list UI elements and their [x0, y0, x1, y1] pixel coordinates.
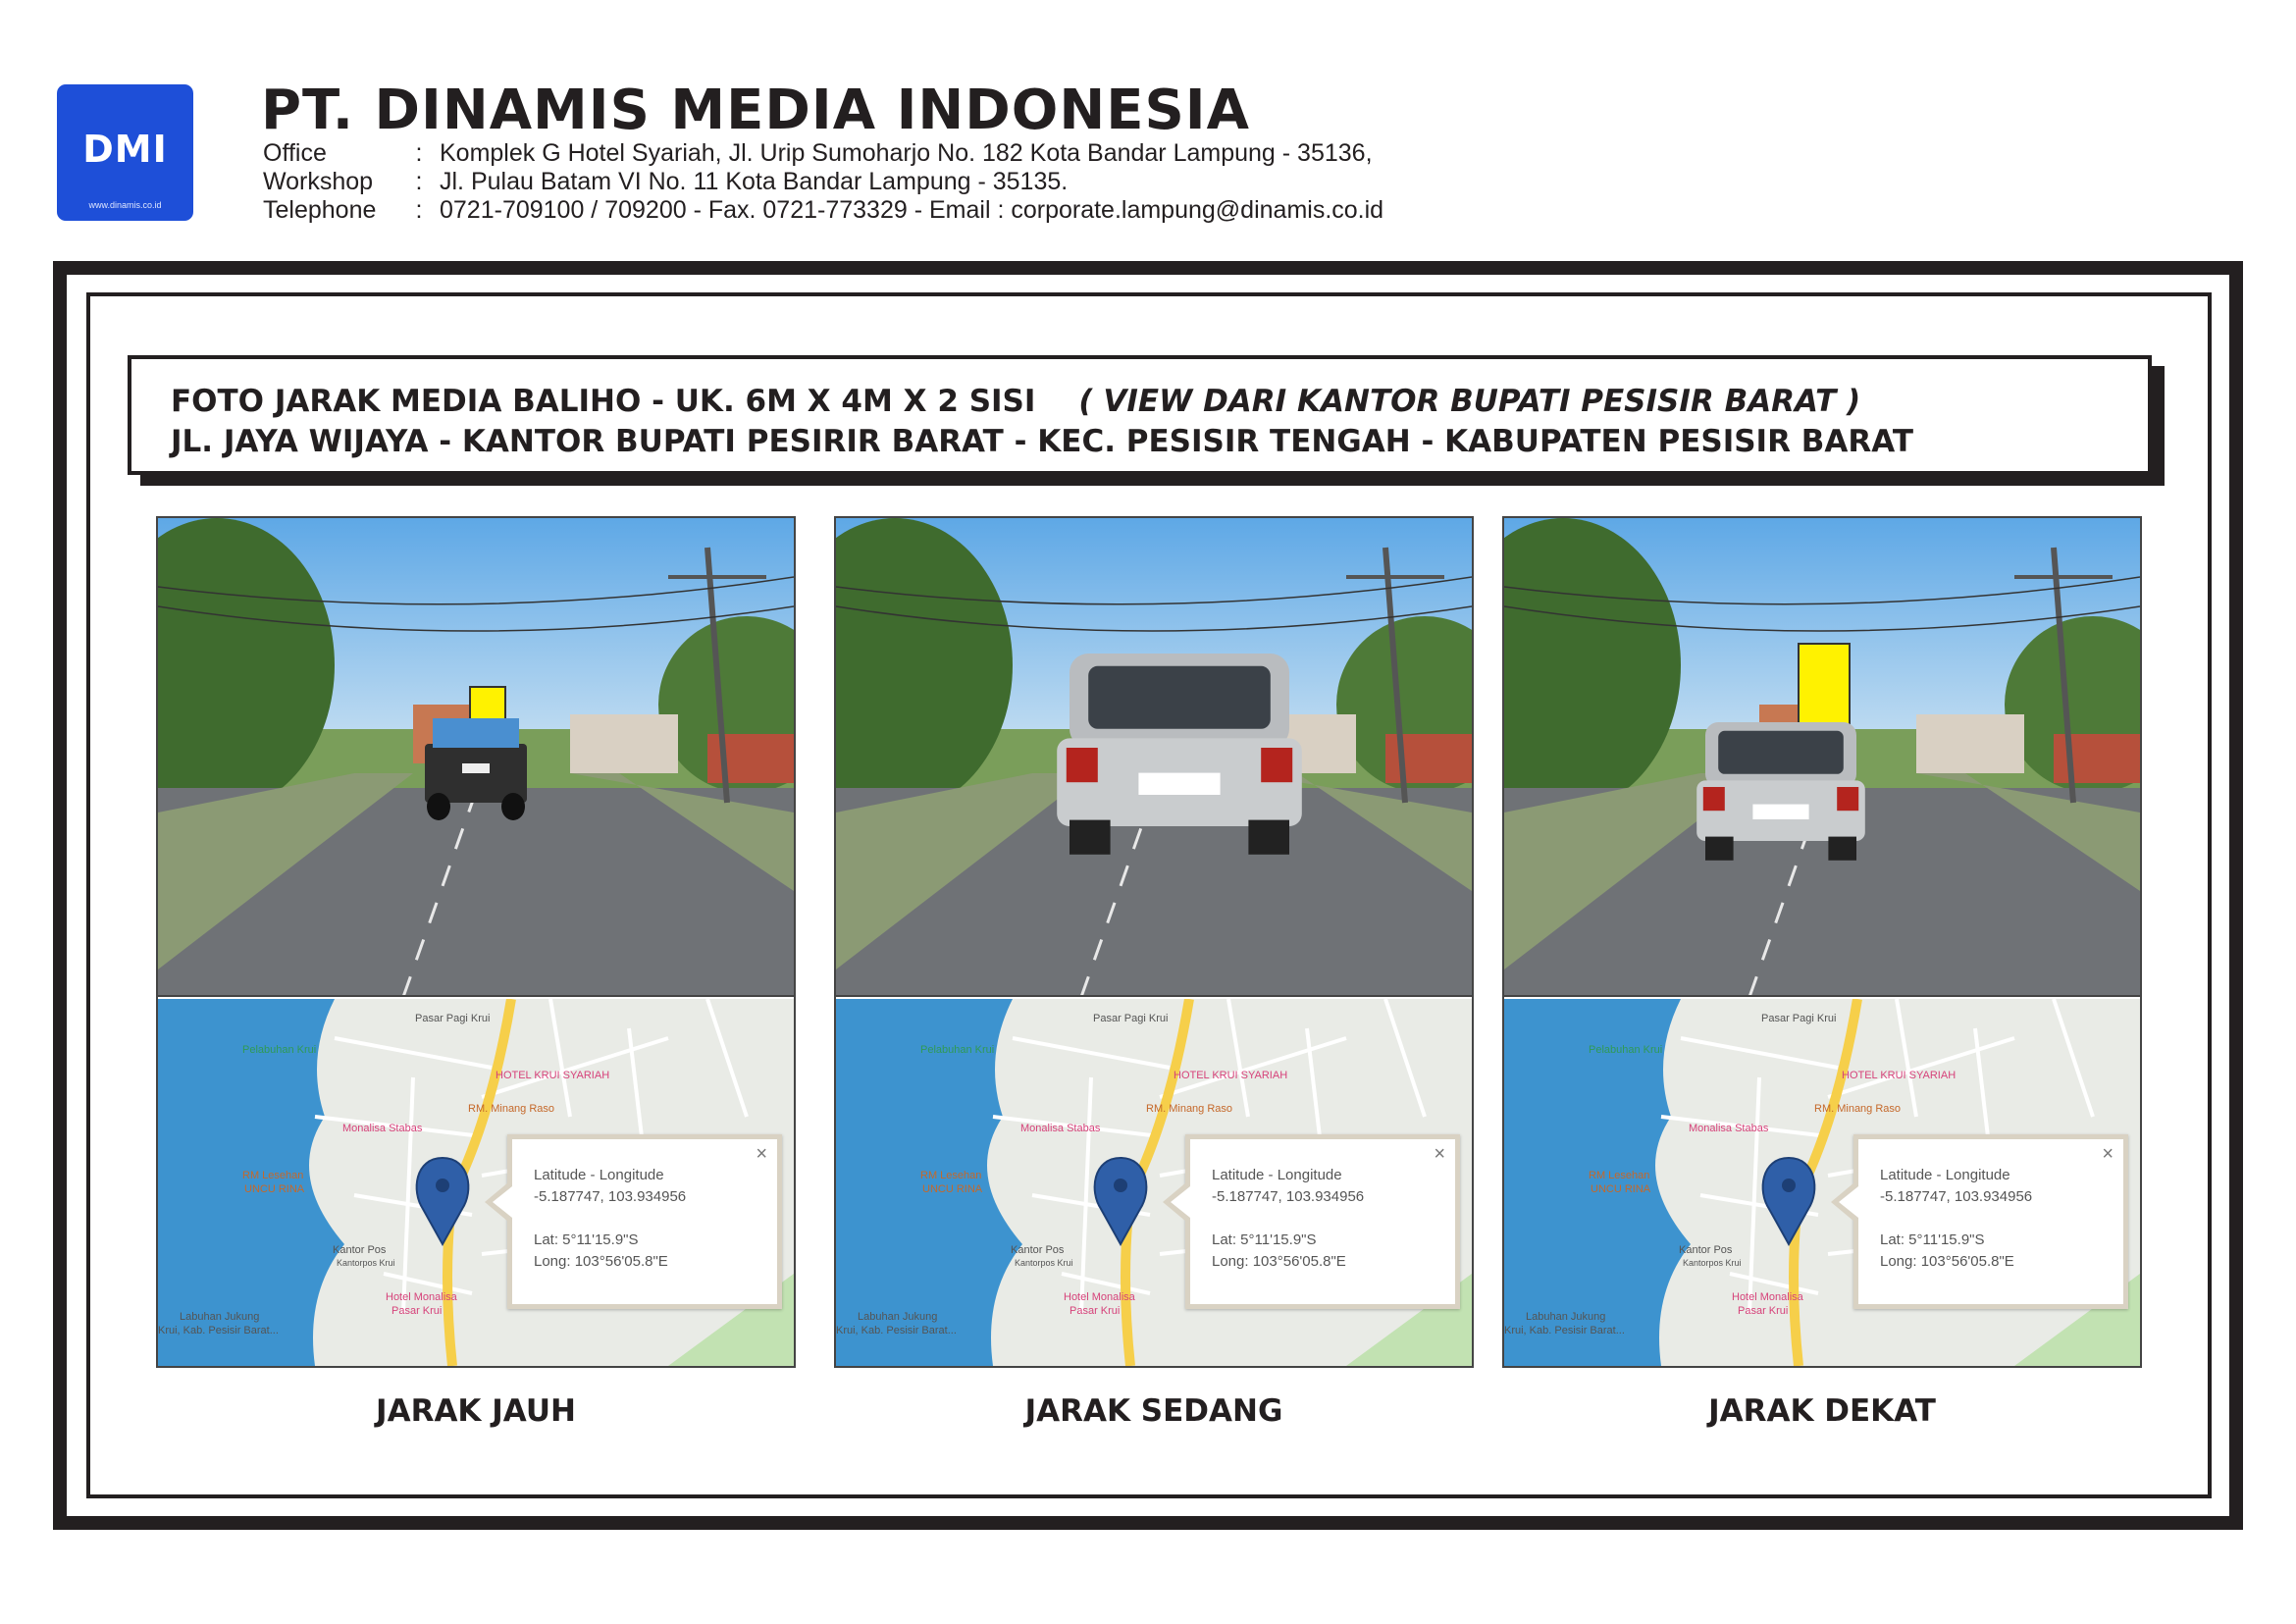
- title-line-2: JL. JAYA WIJAYA - KANTOR BUPATI PESIRIR BARAT - KEC. PESISIR TENGAH - KABUPATEN PESISIR BARAT: [171, 424, 1913, 459]
- poi-labuhan-1: Labuhan Jukung: [180, 1311, 260, 1323]
- location-callout: [507, 1134, 782, 1309]
- poi-lesehan-1: RM Lesehan: [920, 1170, 982, 1181]
- panel-jarak-dekat: [1502, 516, 2142, 1368]
- callout-long: Long: 103°56'05.8"E: [1880, 1253, 2014, 1270]
- poi-lesehan-2: UNCU RINA: [244, 1183, 305, 1195]
- callout-coords: -5.187747, 103.934956: [534, 1188, 687, 1205]
- logo-text: DMI: [82, 128, 168, 171]
- callout-text: [534, 1165, 686, 1273]
- poi-hotel-krui: HOTEL KRUI SYARIAH: [1174, 1070, 1288, 1081]
- poi-monalisa: Monalisa Stabas: [1020, 1123, 1101, 1134]
- info-colon: :: [415, 196, 423, 224]
- location-map: [836, 999, 1472, 1366]
- close-icon[interactable]: ×: [1434, 1143, 1445, 1165]
- poi-kantor-pos: Kantor Pos: [1679, 1244, 1733, 1256]
- callout-text: [1212, 1165, 1364, 1273]
- poi-labuhan-2: Krui, Kab. Pesisir Barat...: [836, 1325, 957, 1336]
- title-line-1: [171, 384, 1860, 419]
- info-value: 0721-709100 / 709200 - Fax. 0721-773329 - Email : corporate.lampung@dinamis.co.id: [440, 196, 1384, 224]
- poi-hotel-krui: HOTEL KRUI SYARIAH: [496, 1070, 610, 1081]
- poi-hotel-monalisa-2: Pasar Krui: [1070, 1305, 1121, 1317]
- poi-minang: RM. Minang Raso: [468, 1103, 555, 1115]
- callout-lat: Lat: 5°11'15.9"S: [1212, 1231, 1317, 1248]
- poi-kantor-pos-sub: Kantorpos Krui: [337, 1258, 395, 1268]
- callout-long: Long: 103°56'05.8"E: [1212, 1253, 1346, 1270]
- callout-coords: -5.187747, 103.934956: [1212, 1188, 1365, 1205]
- logo-url: www.dinamis.co.id: [88, 200, 162, 210]
- info-value: Jl. Pulau Batam VI No. 11 Kota Bandar Lampung - 35135.: [440, 168, 1069, 195]
- poi-monalisa: Monalisa Stabas: [1689, 1123, 1769, 1134]
- callout-coords: -5.187747, 103.934956: [1880, 1188, 2033, 1205]
- title-media: FOTO JARAK MEDIA BALIHO - UK. 6M X 4M X 2 SISI: [171, 384, 1036, 419]
- callout-heading: Latitude - Longitude: [1212, 1167, 1342, 1183]
- poi-monalisa: Monalisa Stabas: [342, 1123, 423, 1134]
- company-name: PT. DINAMIS MEDIA INDONESIA: [261, 79, 1250, 142]
- poi-kantor-pos: Kantor Pos: [1011, 1244, 1065, 1256]
- poi-minang: RM. Minang Raso: [1814, 1103, 1902, 1115]
- close-icon[interactable]: ×: [756, 1143, 767, 1165]
- billboard-photo: [836, 518, 1472, 997]
- info-label: Workshop: [263, 168, 374, 195]
- poi-pasar-pagi: Pasar Pagi Krui: [415, 1013, 491, 1024]
- info-label: Office: [263, 139, 327, 167]
- poi-hotel-monalisa-1: Hotel Monalisa: [1732, 1291, 1803, 1303]
- poi-kantor-pos-sub: Kantorpos Krui: [1015, 1258, 1073, 1268]
- info-label: Telephone: [263, 196, 377, 224]
- info-row-office: [263, 139, 1383, 168]
- poi-pasar-pagi: Pasar Pagi Krui: [1761, 1013, 1837, 1024]
- caption-jarak-sedang: JARAK SEDANG: [1024, 1393, 1283, 1429]
- poi-lesehan-2: UNCU RINA: [1591, 1183, 1651, 1195]
- callout-lat: Lat: 5°11'15.9"S: [534, 1231, 639, 1248]
- close-icon[interactable]: ×: [2102, 1143, 2113, 1165]
- poi-labuhan-1: Labuhan Jukung: [858, 1311, 938, 1323]
- location-callout: [1185, 1134, 1460, 1309]
- callout-arrow-inner: [1171, 1186, 1190, 1218]
- poi-labuhan-2: Krui, Kab. Pesisir Barat...: [1504, 1325, 1625, 1336]
- callout-heading: Latitude - Longitude: [1880, 1167, 2010, 1183]
- billboard-photo: [158, 518, 794, 997]
- info-colon: :: [415, 139, 423, 167]
- title-view: ( VIEW DARI KANTOR BUPATI PESISIR BARAT ): [1078, 384, 1861, 419]
- poi-kantor-pos-sub: Kantorpos Krui: [1683, 1258, 1742, 1268]
- poi-hotel-monalisa-1: Hotel Monalisa: [1064, 1291, 1135, 1303]
- poi-lesehan-1: RM Lesehan: [242, 1170, 304, 1181]
- caption-jarak-dekat: JARAK DEKAT: [1708, 1393, 1936, 1429]
- location-callout: [1853, 1134, 2128, 1309]
- poi-labuhan-1: Labuhan Jukung: [1526, 1311, 1606, 1323]
- company-info: [263, 139, 1383, 225]
- callout-text: [1880, 1165, 2032, 1273]
- billboard-photo: [1504, 518, 2140, 997]
- callout-long: Long: 103°56'05.8"E: [534, 1253, 668, 1270]
- poi-labuhan-2: Krui, Kab. Pesisir Barat...: [158, 1325, 279, 1336]
- poi-lesehan-2: UNCU RINA: [922, 1183, 983, 1195]
- info-row-workshop: [263, 168, 1383, 196]
- poi-pelabuhan: Pelabuhan Krui: [242, 1044, 317, 1056]
- info-colon: :: [415, 168, 423, 195]
- poi-hotel-monalisa-2: Pasar Krui: [391, 1305, 443, 1317]
- map-pin-icon: [1769, 1158, 1808, 1244]
- callout-arrow-inner: [1839, 1186, 1858, 1218]
- info-value: Komplek G Hotel Syariah, Jl. Urip Sumoharjo No. 182 Kota Bandar Lampung - 35136,: [440, 139, 1373, 167]
- callout-lat: Lat: 5°11'15.9"S: [1880, 1231, 1985, 1248]
- poi-minang: RM. Minang Raso: [1146, 1103, 1233, 1115]
- location-map: [158, 999, 794, 1366]
- company-logo: [57, 84, 193, 221]
- poi-lesehan-1: RM Lesehan: [1589, 1170, 1650, 1181]
- poi-hotel-monalisa-1: Hotel Monalisa: [386, 1291, 457, 1303]
- poi-hotel-krui: HOTEL KRUI SYARIAH: [1842, 1070, 1957, 1081]
- location-map: [1504, 999, 2140, 1366]
- poi-pelabuhan: Pelabuhan Krui: [1589, 1044, 1663, 1056]
- map-pin-icon: [1101, 1158, 1140, 1244]
- callout-arrow-inner: [493, 1186, 512, 1218]
- caption-jarak-jauh: JARAK JAUH: [376, 1393, 576, 1429]
- panel-jarak-sedang: [834, 516, 1474, 1368]
- panel-jarak-jauh: [156, 516, 796, 1368]
- poi-kantor-pos: Kantor Pos: [333, 1244, 387, 1256]
- callout-heading: Latitude - Longitude: [534, 1167, 664, 1183]
- poi-pelabuhan: Pelabuhan Krui: [920, 1044, 995, 1056]
- poi-hotel-monalisa-2: Pasar Krui: [1738, 1305, 1789, 1317]
- map-pin-icon: [423, 1158, 462, 1244]
- poi-pasar-pagi: Pasar Pagi Krui: [1093, 1013, 1169, 1024]
- info-row-telephone: [263, 196, 1383, 225]
- title-box: [128, 355, 2152, 475]
